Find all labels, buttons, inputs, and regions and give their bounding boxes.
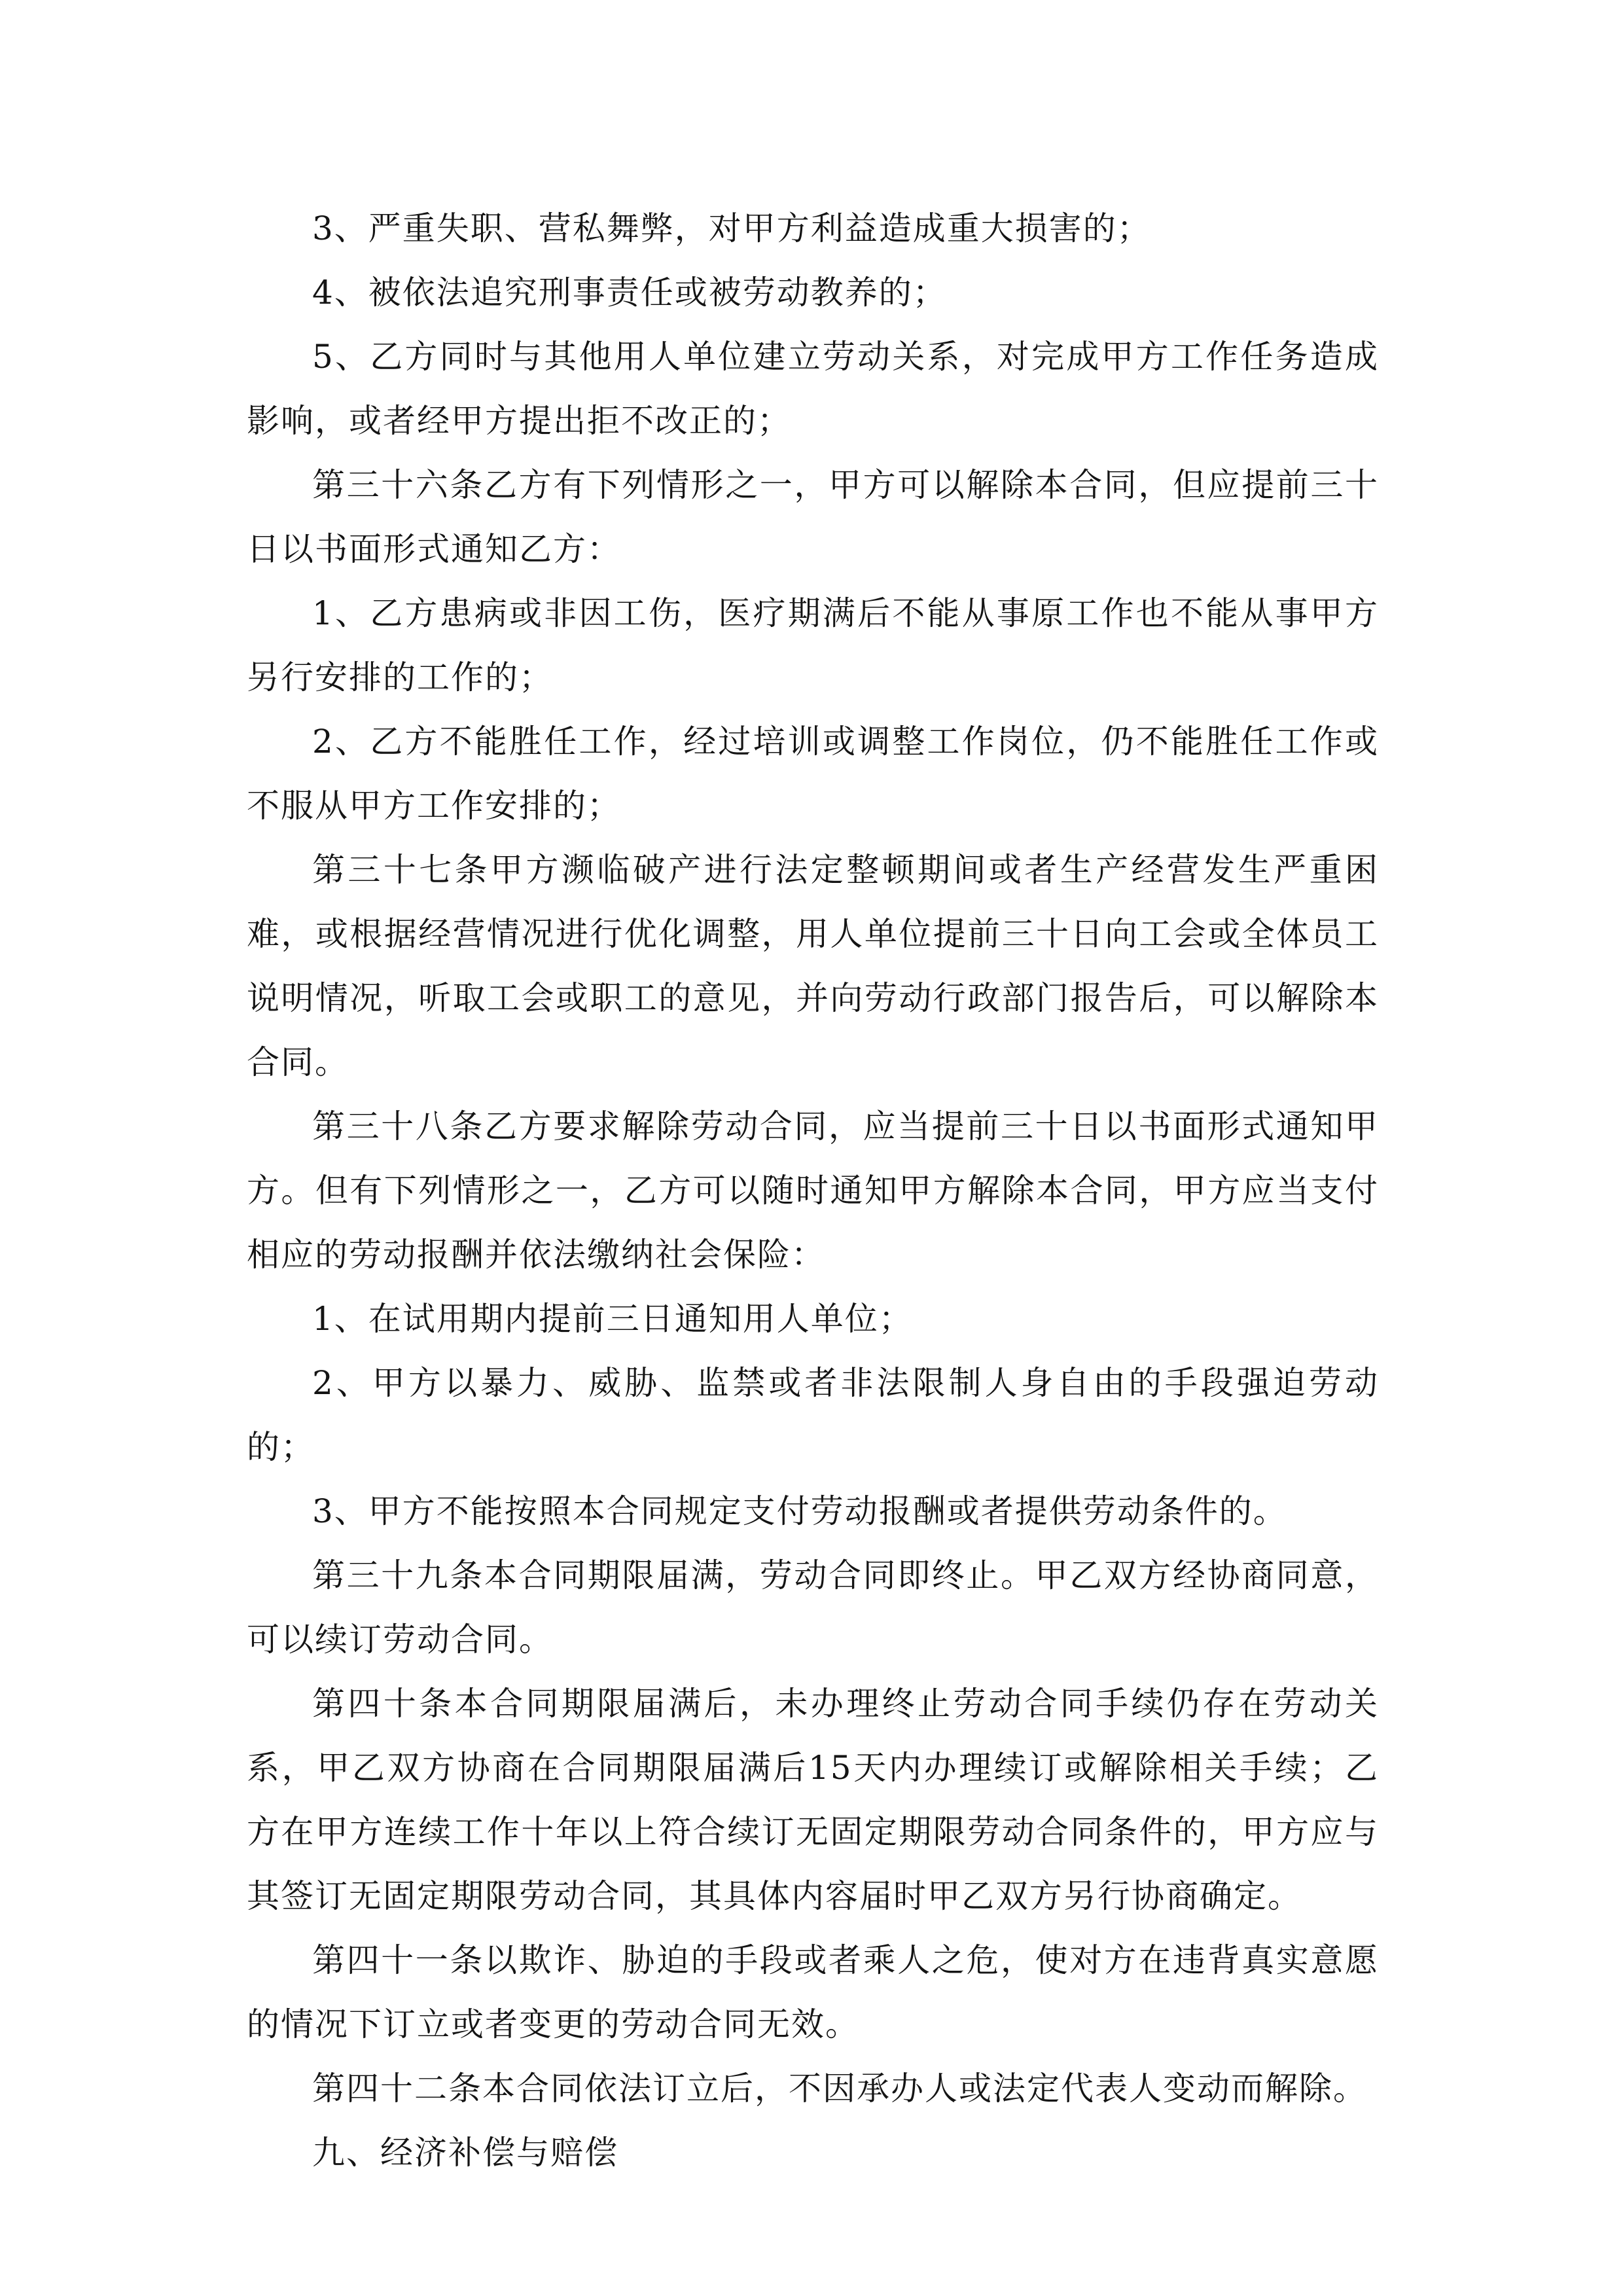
- paragraph-item-3-dereliction: 3、严重失职、营私舞弊，对甲方利益造成重大损害的；: [312, 209, 1151, 247]
- paragraph-item-4-criminal: 4、被依法追究刑事责任或被劳动教养的；: [312, 274, 947, 312]
- paragraph-item-5-dual-employment: 5、乙方同时与其他用人单位建立劳动关系，对完成甲方工作任务造成影响，或者经甲方提出拒不改正的；: [247, 338, 1379, 440]
- paragraph-article-41: 第四十一条以欺诈、胁迫的手段或者乘人之危，使对方在违背真实意愿的情况下订立或者变更的劳动合同无效。: [247, 1941, 1379, 2043]
- paragraph-article-37: 第三十七条甲方濒临破产进行法定整顿期间或者生产经营发生严重困难，或根据经营情况进行优化调整，用人单位提前三十日向工会或全体员工说明情况，听取工会或职工的意见，并向劳动行政部门报告后，可以解除本合同。: [247, 851, 1379, 1081]
- paragraph-article-38-item-2: 2、甲方以暴力、威胁、监禁或者非法限制人身自由的手段强迫劳动的；: [247, 1364, 1379, 1466]
- paragraph-article-38: 第三十八条乙方要求解除劳动合同，应当提前三十日以书面形式通知甲方。但有下列情形之一，乙方可以随时通知甲方解除本合同，甲方应当支付相应的劳动报酬并依法缴纳社会保险：: [247, 1107, 1379, 1274]
- section-heading-compensation: 九、经济补偿与赔偿: [312, 2134, 618, 2172]
- paragraph-article-40: 第四十条本合同期限届满后，未办理终止劳动合同手续仍存在劳动关系，甲乙双方协商在合同期限届满后15天内办理续订或解除相关手续；乙方在甲方连续工作十年以上符合续订无固定期限劳动合同条件的，甲方应与其签订无固定期限劳动合同，其具体内容届时甲乙双方另行协商确定。: [247, 1685, 1379, 1915]
- paragraph-article-36: 第三十六条乙方有下列情形之一，甲方可以解除本合同，但应提前三十日以书面形式通知乙方：: [247, 466, 1379, 568]
- paragraph-article-39: 第三十九条本合同期限届满，劳动合同即终止。甲乙双方经协商同意，可以续订劳动合同。: [247, 1556, 1379, 1659]
- document-body: [247, 196, 1379, 2185]
- paragraph-article-42: 第四十二条本合同依法订立后，不因承办人或法定代表人变动而解除。: [312, 2070, 1367, 2108]
- paragraph-article-38-item-3: 3、甲方不能按照本合同规定支付劳动报酬或者提供劳动条件的。: [312, 1492, 1287, 1530]
- paragraph-article-36-item-1: 1、乙方患病或非因工伤，医疗期满后不能从事原工作也不能从事甲方另行安排的工作的；: [247, 594, 1379, 696]
- paragraph-article-36-item-2: 2、乙方不能胜任工作，经过培训或调整工作岗位，仍不能胜任工作或不服从甲方工作安排的；: [247, 723, 1379, 825]
- paragraph-article-38-item-1: 1、在试用期内提前三日通知用人单位；: [312, 1300, 913, 1338]
